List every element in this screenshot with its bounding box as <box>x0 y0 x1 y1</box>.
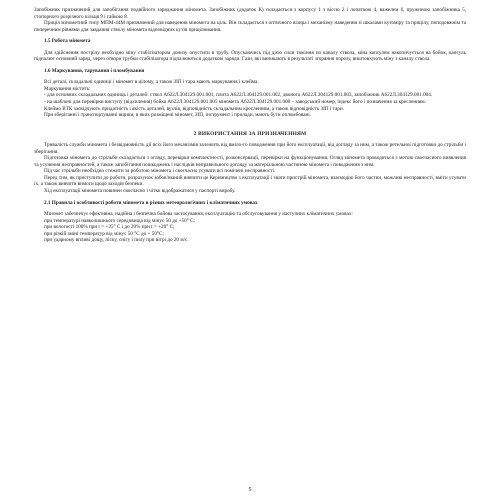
paragraph: при вологості 100% при t = +25° С і до 20% при t = +20° С; <box>44 224 175 231</box>
paragraph: Маркування містить: <box>44 85 91 92</box>
paragraph: Підготовка міномета до стрільби складається з огляду, перевірки комплектності, розконсервації, перевірки на функціонування. Огляд міномета проводиться з метою своєчасного виявлення та усунення несправностей, а також запобігання пошкоджень і наслідків неправильного догляду за матеріальною частиною міномета і поводження з ним. <box>34 155 466 168</box>
paragraph: Хід експлуатації міномета повинен своєчасно і чітко відображатися у паспорті виробу. <box>44 188 236 195</box>
paragraph: Запобіжник призначений для запобігання подвійного заряджання міномета. Запобіжник (додаток К) складається з корпусу 1 з віссю 2 і лопаткою 4, важелем 6, пружиною запобіжника 5, стопорного розрізного кільця 9 і гайкою 8. <box>34 7 466 20</box>
page-content <box>34 7 466 244</box>
spacer <box>34 119 466 131</box>
paragraph: Приціл мінометний типу МПМ-44М призначений для наведення міномета на ціль. Він складається з оптичного візира і механізму наведення зі шкалами кутоміру та прицілу, поподовжнім та поперечним рівнями для завдання стволу міномета відповідних кутів прицілювання. <box>34 20 466 33</box>
paragraph: - для основних складальних одиниць і деталей: ствол А622Л.304129.001.001, плита А622Л.304129.001.002, двонога А622Л.304129.001.003, запобіжник А622Л.304129.001.004. <box>44 92 433 99</box>
paragraph: При зберіганні і транспортуванні ящики, в яких розміщені міномет, ЗІП, інструмент і прилади, мають бути опломбовані. <box>44 112 312 119</box>
chapter-heading: 2 ВИКОРИСТАННЯ ЗА ПРИЗНАЧЕННЯМ <box>193 130 307 137</box>
section-heading: 1.6 Маркування, тарування і пломбування <box>44 67 145 74</box>
paragraph: Для здійснення пострілу необхідно міну стабілізатором донизу опустити в трубу. Опускаючись під дією сили тяжіння по каналу ствола, міна капсулем накопичується на бойок, капсуль підпалює основний заряд, через отвори трубки стабілізатора підпалюються додаткові заряди. Гази, які виникають в результаті згоряння порозу, виштовхують міну з каналу ствола. <box>34 49 466 63</box>
section-heading: 2.1 Правила і особливості роботи міномета в різних метеорологічних і кліматичних умовах <box>44 199 258 206</box>
paragraph: Під час стрільби необхідно стежити за роботою міномета і своєчасно усувати всі помічені несправності. <box>44 168 276 175</box>
paragraph: - на шаблоні для перевірки виступу (відхилення) бойка А622Л.304129.001.005 міномета А622Л.304129.001.000 – заводський номер, індекс його і позначення за кресленням. <box>44 99 426 106</box>
paragraph: Тривалість служби міномета і безвідмовність дії всіх його механізмів залежить від вміло-го поводження при його експлуатації, від догляду за ним, а також ретельної підготовки до стрільби і зберігання. <box>34 142 466 155</box>
section-heading: 1.5 Робота міномета <box>44 38 91 45</box>
paragraph: при різкій зміні температур від мінус 50 °С до + 50°С; <box>44 230 164 237</box>
paragraph: Клеймо ВТК засвідчують придатність і якість деталей, вузлів, відповідність складальним кресленням, а також відповідність ЗІП і тари. <box>44 105 344 112</box>
paragraph: Всі деталі, складальні одиниці і міномет в цілому, а також ЗІП і тара мають маркування і клейма. <box>44 79 259 86</box>
paragraph: Перед тим, як приступити до роботи, розрахунок зобов'язаний вивчити це Керівництво з експлуатації і знати пристрій міномета, взаємодію його частин, можливі несправності, вміти усувати їх, а також вивчити вимоги щодо заходів безпеки. <box>34 174 466 188</box>
paragraph: Міномет забезпечує ефективна, надійна і безпечна бойова застосування, експлуатацію та обслуговування у наступних кліматичних умовах: <box>44 211 353 218</box>
paragraph: при ударному впливі дощу, піску, снігу і пилу при вітрі до 20 м/с. <box>44 237 189 244</box>
paragraph: при температурі навколишнього середовища від мінус 50 до +50° С; <box>44 217 196 224</box>
page-number: 5 <box>248 487 252 494</box>
